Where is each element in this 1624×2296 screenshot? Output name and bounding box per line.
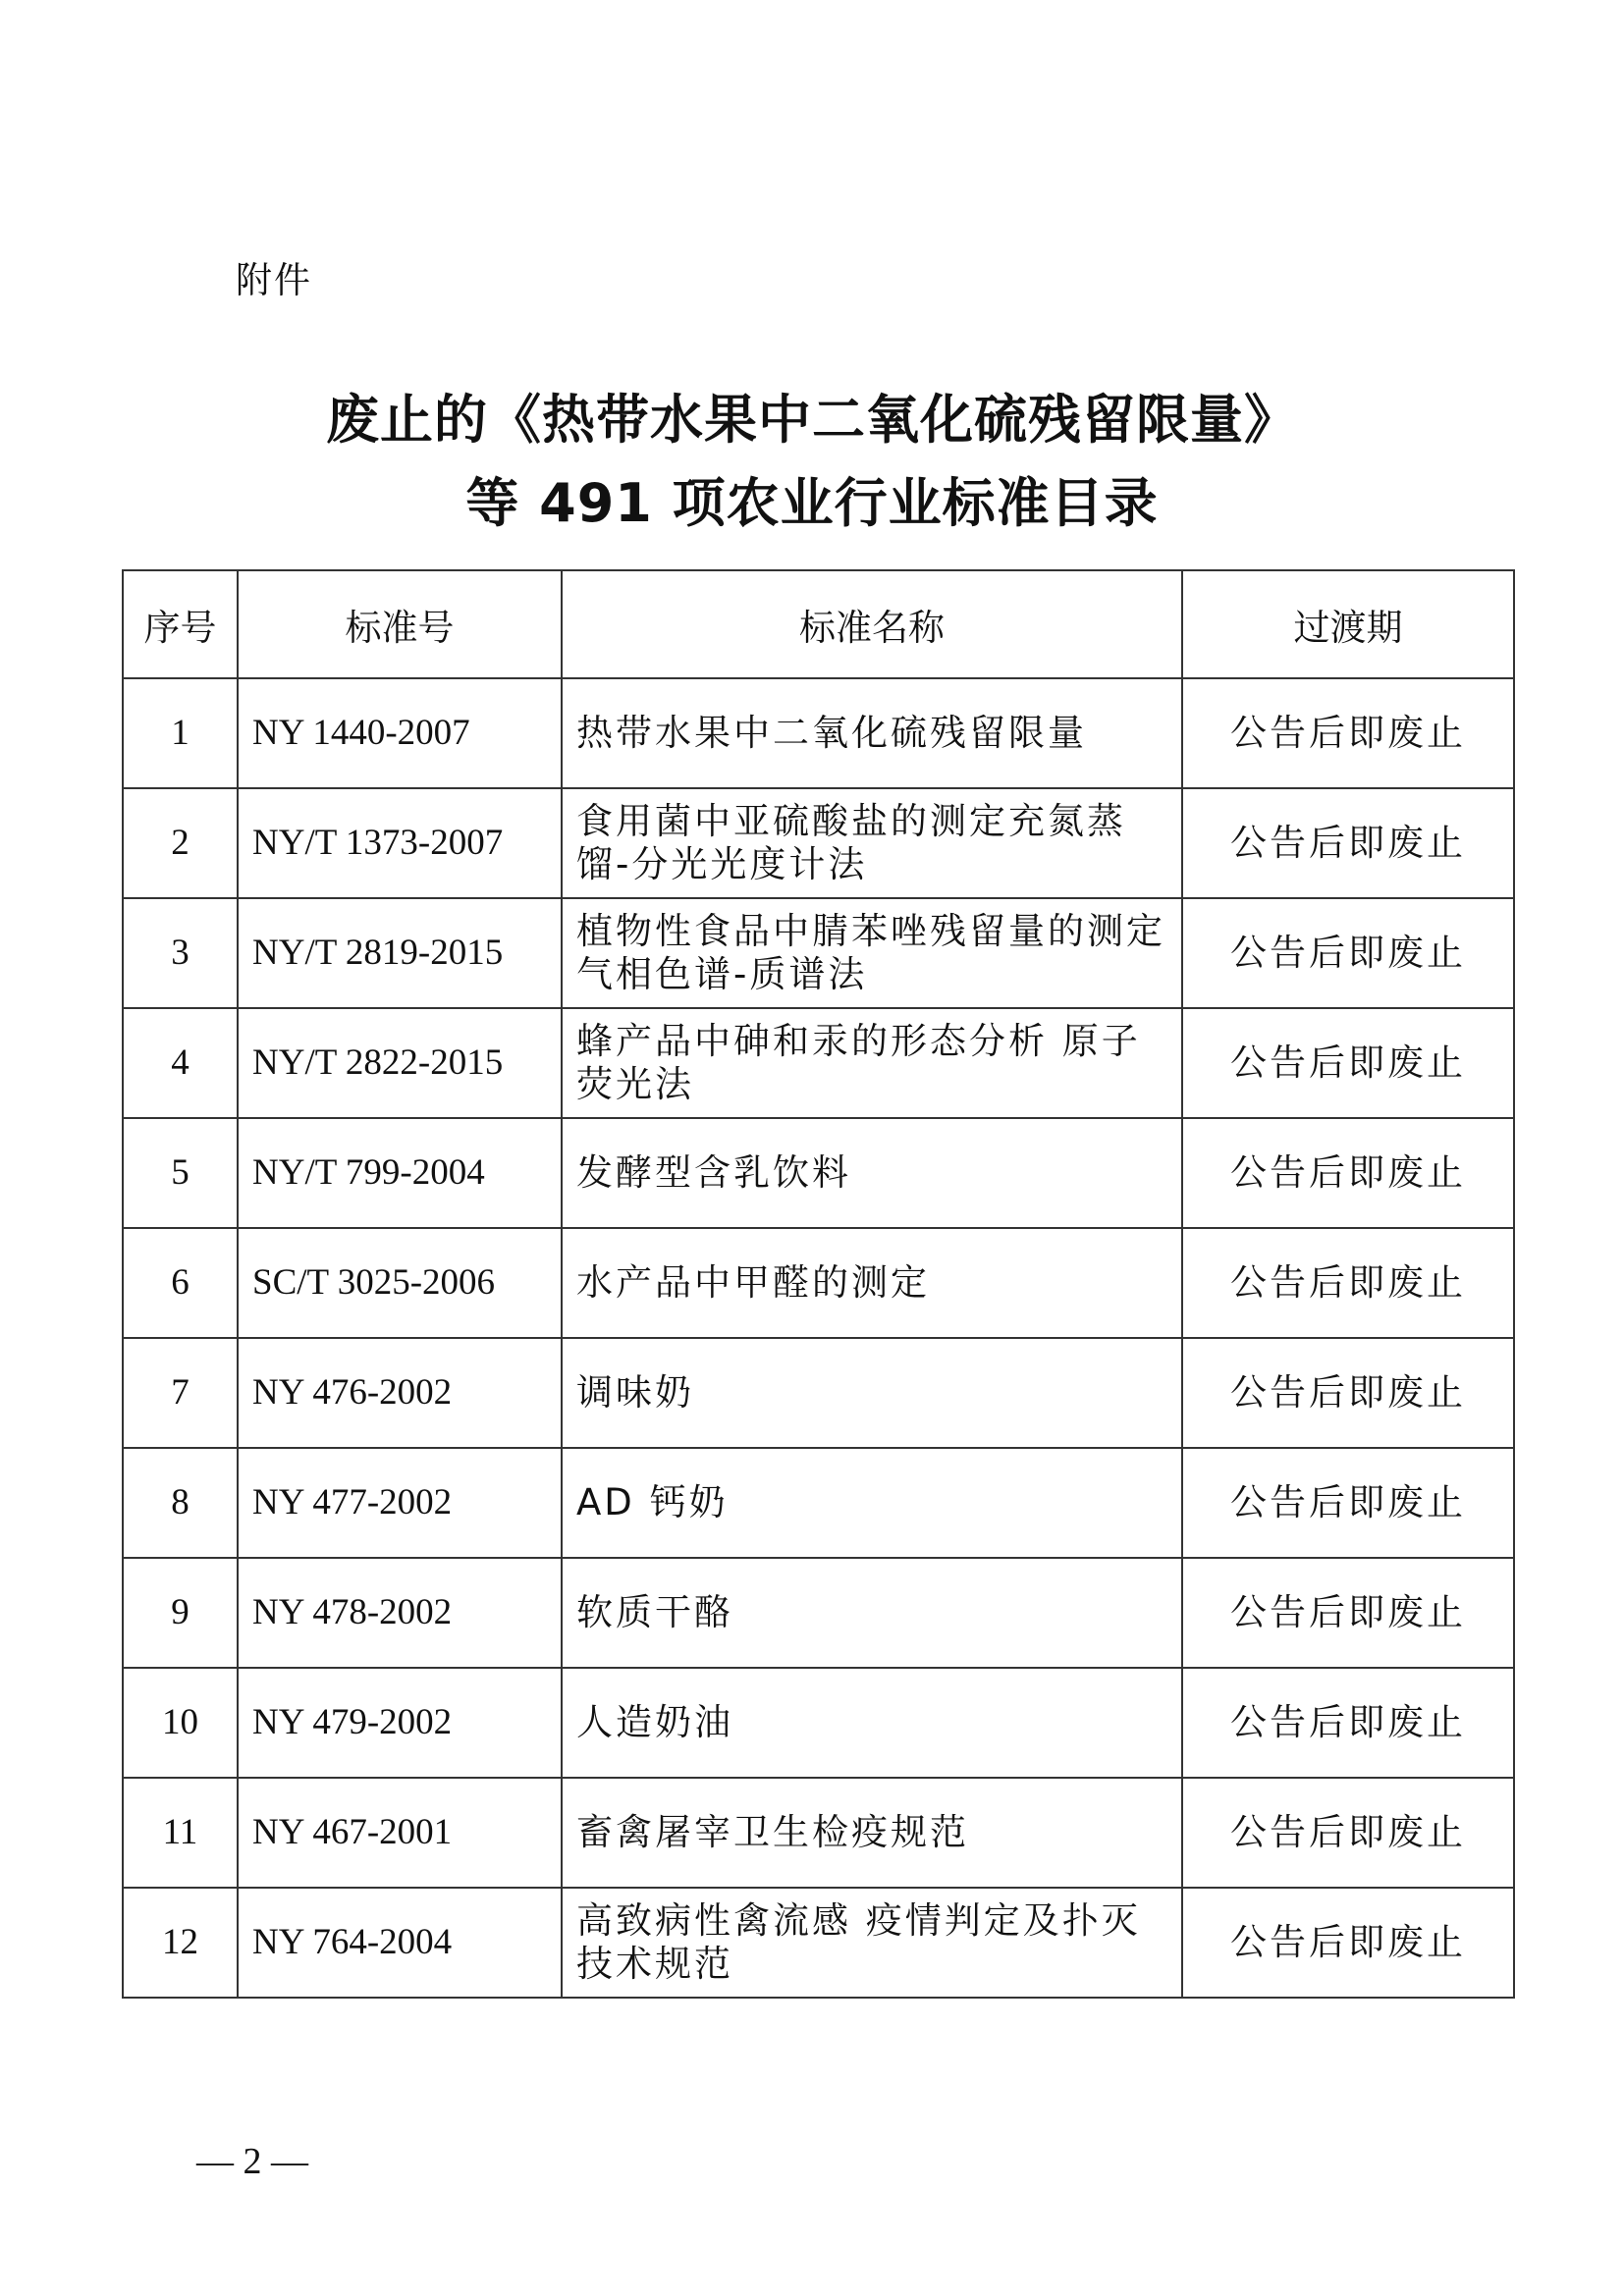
table-row [123,1888,1514,1998]
standard-name: 热带水果中二氧化硫残留限量 [562,678,1182,788]
attachment-label: 附件 [236,259,312,301]
standard-name: 蜂产品中砷和汞的形态分析 原子荧光法 [562,1008,1182,1118]
row-number: 5 [123,1118,238,1228]
row-number: 8 [123,1448,238,1558]
standard-code: NY 479-2002 [238,1668,562,1778]
standard-name: 植物性食品中腈苯唑残留量的测定 气相色谱-质谱法 [562,898,1182,1008]
table-row [123,1228,1514,1338]
transition-period: 公告后即废止 [1182,1448,1514,1558]
row-number: 4 [123,1008,238,1118]
column-header-code: 标准号 [238,570,562,678]
table-row [123,678,1514,788]
standard-code: NY 764-2004 [238,1888,562,1998]
document-title-line-1: 废止的《热带水果中二氧化硫残留限量》 [326,389,1298,451]
standard-name: 高致病性禽流感 疫情判定及扑灭技术规范 [562,1888,1182,1998]
standard-code: NY/T 799-2004 [238,1118,562,1228]
row-number: 2 [123,788,238,898]
table-body [123,678,1514,1998]
row-number: 7 [123,1338,238,1448]
table-row [123,898,1514,1008]
transition-period: 公告后即废止 [1182,1558,1514,1668]
standard-code: NY 1440-2007 [238,678,562,788]
transition-period: 公告后即废止 [1182,1008,1514,1118]
standard-name: 食用菌中亚硫酸盐的测定充氮蒸馏-分光光度计法 [562,788,1182,898]
page-number: — 2 — [196,2141,308,2182]
column-header-period: 过渡期 [1182,570,1514,678]
standards-table [122,569,1515,1999]
transition-period: 公告后即废止 [1182,1118,1514,1228]
standard-name: 发酵型含乳饮料 [562,1118,1182,1228]
table-header [123,570,1514,678]
standard-code: NY/T 1373-2007 [238,788,562,898]
standard-name: AD 钙奶 [562,1448,1182,1558]
transition-period: 公告后即废止 [1182,678,1514,788]
table-row [123,1338,1514,1448]
standard-code: NY 467-2001 [238,1778,562,1888]
table-row [123,1008,1514,1118]
transition-period: 公告后即废止 [1182,1228,1514,1338]
standard-name: 软质干酪 [562,1558,1182,1668]
table-row [123,1778,1514,1888]
standard-code: SC/T 3025-2006 [238,1228,562,1338]
standard-name: 水产品中甲醛的测定 [562,1228,1182,1338]
column-header-name: 标准名称 [562,570,1182,678]
standard-code: NY 478-2002 [238,1558,562,1668]
standard-code: NY 477-2002 [238,1448,562,1558]
table-row [123,1558,1514,1668]
transition-period: 公告后即废止 [1182,1888,1514,1998]
standard-code: NY/T 2819-2015 [238,898,562,1008]
row-number: 3 [123,898,238,1008]
row-number: 12 [123,1888,238,1998]
row-number: 6 [123,1228,238,1338]
transition-period: 公告后即废止 [1182,1668,1514,1778]
table-row [123,1668,1514,1778]
document-title-line-2: 等 491 项农业行业标准目录 [465,472,1159,534]
column-header-no: 序号 [123,570,238,678]
table-header-row [123,570,1514,678]
standard-name: 人造奶油 [562,1668,1182,1778]
table-row [123,1448,1514,1558]
standard-name: 畜禽屠宰卫生检疫规范 [562,1778,1182,1888]
row-number: 10 [123,1668,238,1778]
standard-name: 调味奶 [562,1338,1182,1448]
transition-period: 公告后即废止 [1182,1338,1514,1448]
table-row [123,1118,1514,1228]
row-number: 1 [123,678,238,788]
standard-code: NY/T 2822-2015 [238,1008,562,1118]
row-number: 11 [123,1778,238,1888]
transition-period: 公告后即废止 [1182,1778,1514,1888]
table-row [123,788,1514,898]
row-number: 9 [123,1558,238,1668]
transition-period: 公告后即废止 [1182,788,1514,898]
standard-code: NY 476-2002 [238,1338,562,1448]
transition-period: 公告后即废止 [1182,898,1514,1008]
